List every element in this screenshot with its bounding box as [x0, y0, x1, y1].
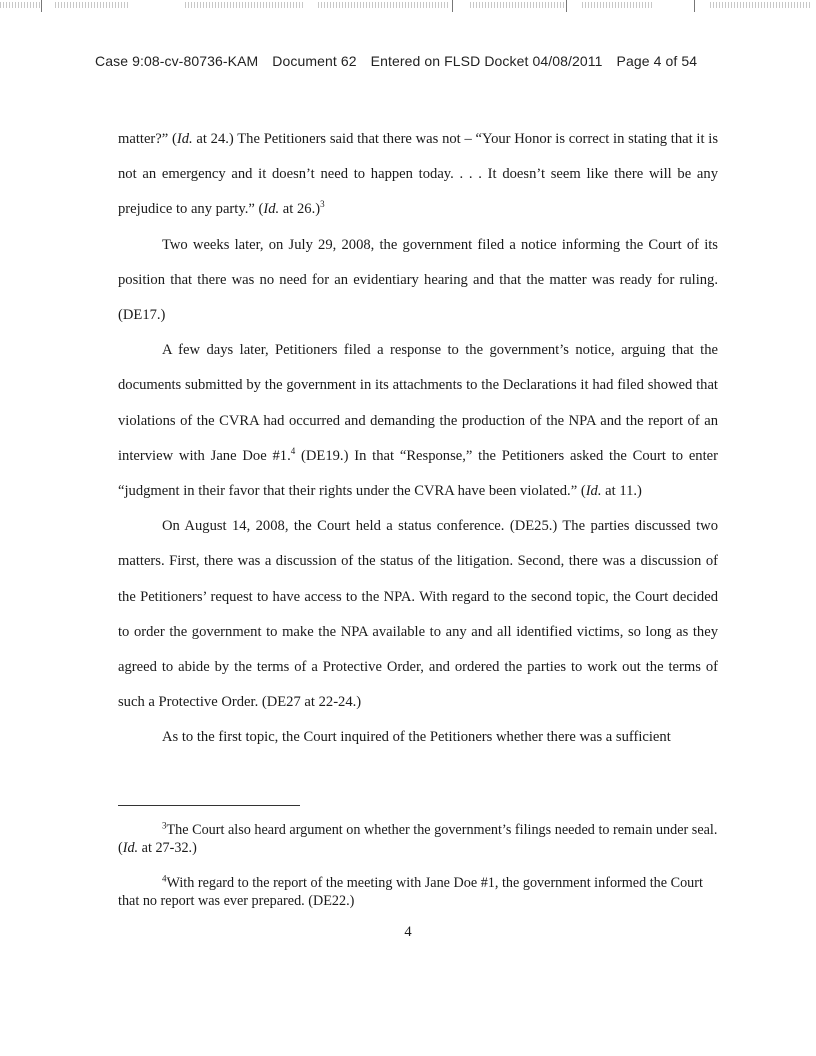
docket-entry-date: Entered on FLSD Docket 04/08/2011 — [370, 53, 603, 69]
text-run: As to the first topic, the Court inquired of the Petitioners whether there was a sufficient — [162, 729, 671, 746]
page-number: 4 — [404, 924, 412, 940]
text-run: at 27-32.) — [138, 839, 197, 856]
text-run: at 26.) — [279, 201, 321, 218]
text-run: With regard to the report of the meeting with Jane Doe #1, the government informed the Court that no report was ever prepared. (DE22.) — [118, 875, 703, 909]
paragraph — [118, 509, 718, 720]
citation-id: Id. — [176, 131, 193, 147]
text-run: at 11.) — [601, 483, 642, 500]
text-run: On August 14, 2008, the Court held a status conference. (DE25.) The parties discussed two matters. First, there was a discussion of the status of the litigation. Second, there was a discussion of the Petitioners’ request to have access to the NPA. With regard to the second topic, the Court decided to order the government to make the NPA available to any and all identified victims, so long as they agreed to abide by the terms of a Protective Order, and ordered the parties to work out the terms of such a Protective Order. (DE27 at 22-24.) — [118, 518, 718, 711]
text-run: matter?” ( — [118, 131, 177, 147]
text-run: The Court also heard argument on whether the government’s filings needed to remain under seal. ( — [118, 822, 718, 856]
footnote-divider — [118, 805, 300, 806]
text-run: (DE19.) In that “Response,” the Petitioners asked the Court to enter “judgment in their favor that their rights under the CVRA have been violated.” ( — [118, 447, 718, 500]
paragraph — [118, 720, 718, 755]
footnote-ref: 3 — [162, 820, 167, 831]
page-indicator: Page 4 of 54 — [616, 53, 698, 69]
citation-id: Id. — [585, 483, 602, 500]
footnote-ref: 4 — [290, 445, 296, 456]
docket-header — [95, 53, 755, 69]
paragraph — [118, 122, 718, 228]
footnote-ref: 3 — [320, 199, 325, 210]
text-run: A few days later, Petitioners filed a response to the government’s notice, arguing that the documents submitted by the government in its attachments to the Declarations it had filed showed that violations of the CVRA had occurred and demanding the production of the NPA and the report of an interview with Jane Doe #1. — [118, 342, 718, 464]
body-text — [118, 122, 718, 756]
paragraph — [118, 228, 718, 334]
footnote-ref: 4 — [162, 873, 167, 884]
text-run: at 24.) The Petitioners said that there was not – “Your Honor is correct in stating that it is not an emergency and it doesn’t need to happen today. . . . It doesn’t seem like there will be any prejudice to any party.” ( — [118, 131, 718, 218]
citation-id: Id. — [122, 839, 139, 856]
document-number: Document 62 — [272, 53, 357, 69]
scan-artifact-strip — [0, 0, 816, 14]
case-number: Case 9:08-cv-80736-KAM — [95, 53, 259, 69]
citation-id: Id. — [263, 201, 280, 218]
footnotes — [118, 822, 718, 928]
footnote — [118, 822, 718, 857]
paragraph — [118, 333, 718, 509]
footnote — [118, 875, 718, 910]
text-run: Two weeks later, on July 29, 2008, the government filed a notice informing the Court of its position that there was no need for an evidentiary hearing and that the matter was ready for ruling. (DE17.) — [118, 236, 718, 324]
